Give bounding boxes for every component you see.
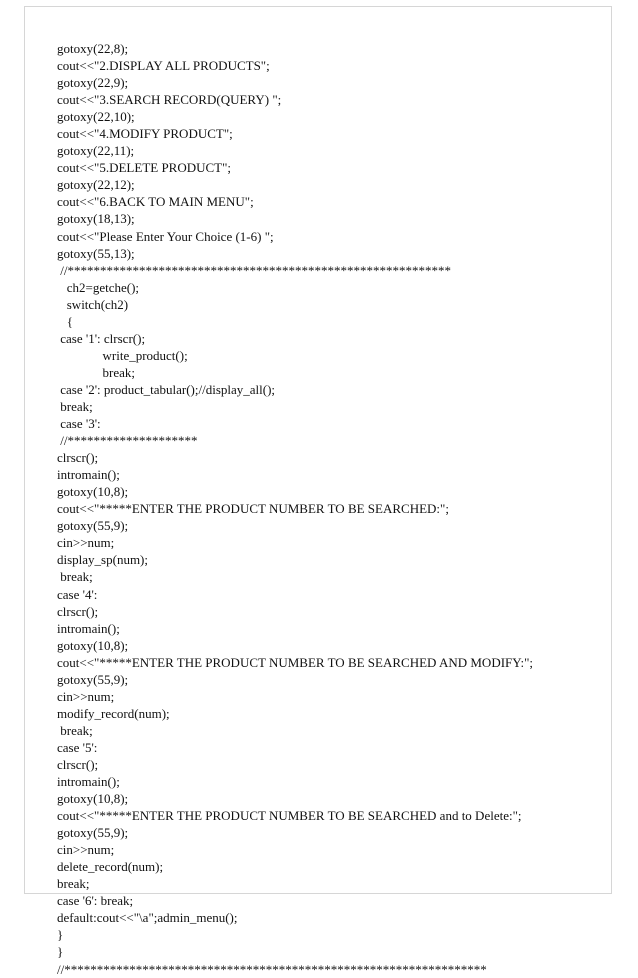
code-line: cout<<"2.DISPLAY ALL PRODUCTS";: [57, 58, 270, 74]
code-line: switch(ch2): [57, 296, 129, 312]
code-line: cout<<"*****ENTER THE PRODUCT NUMBER TO BE SEARCHED AND MODIFY:";: [57, 654, 533, 670]
code-line: case '1': clrscr();: [57, 330, 146, 346]
code-line: gotoxy(22,10);: [57, 109, 135, 125]
code-line: write_product();: [57, 347, 188, 363]
code-line: //********************: [57, 433, 198, 449]
code-line: display_sp(num);: [57, 552, 148, 568]
code-line: gotoxy(22,8);: [57, 41, 129, 56]
code-line: intromain();: [57, 774, 120, 790]
code-line: gotoxy(55,9);: [57, 671, 129, 687]
code-line: cin>>num;: [57, 688, 115, 704]
code-line: break;: [57, 364, 135, 380]
code-line: break;: [57, 398, 93, 414]
code-line: }: [57, 944, 64, 960]
code-listing: [57, 40, 533, 978]
code-line: case '4':: [57, 586, 98, 602]
code-line: default:cout<<"\a";admin_menu();: [57, 910, 238, 926]
code-line: clrscr();: [57, 450, 99, 466]
code-line: intromain();: [57, 467, 120, 483]
code-line: intromain();: [57, 620, 120, 636]
code-line: gotoxy(10,8);: [57, 637, 129, 653]
code-line: break;: [57, 722, 93, 738]
code-line: gotoxy(55,13);: [57, 245, 135, 261]
code-line: gotoxy(55,9);: [57, 518, 129, 534]
code-line: gotoxy(18,13);: [57, 211, 135, 227]
code-line: gotoxy(55,9);: [57, 825, 129, 841]
code-line: cout<<"3.SEARCH RECORD(QUERY) ";: [57, 92, 282, 108]
code-line: break;: [57, 876, 90, 892]
code-line: case '3':: [57, 416, 101, 432]
code-line: gotoxy(22,12);: [57, 177, 135, 193]
code-line: gotoxy(10,8);: [57, 484, 129, 500]
code-line: cout<<"6.BACK TO MAIN MENU";: [57, 194, 254, 210]
code-line: gotoxy(22,9);: [57, 75, 129, 91]
code-line: //***********************************************************: [57, 262, 451, 278]
code-line: }: [57, 927, 64, 943]
code-line: clrscr();: [57, 756, 99, 772]
code-line: cout<<"*****ENTER THE PRODUCT NUMBER TO BE SEARCHED and to Delete:";: [57, 808, 522, 824]
code-line: modify_record(num);: [57, 705, 170, 721]
code-line: ch2=getche();: [57, 279, 140, 295]
code-line: gotoxy(10,8);: [57, 791, 129, 807]
code-line: cout<<"*****ENTER THE PRODUCT NUMBER TO BE SEARCHED:";: [57, 501, 449, 517]
code-line: cin>>num;: [57, 535, 115, 551]
code-line: cout<<"4.MODIFY PRODUCT";: [57, 126, 233, 142]
code-line: clrscr();: [57, 603, 99, 619]
code-line: cin>>num;: [57, 842, 115, 858]
code-line: cout<<"5.DELETE PRODUCT";: [57, 160, 232, 176]
code-line: {: [57, 313, 73, 329]
code-line: case '2': product_tabular();//display_all();: [57, 381, 276, 397]
code-line: case '6': break;: [57, 893, 134, 909]
code-line: //*****************************************************************: [57, 961, 487, 977]
code-line: gotoxy(22,11);: [57, 143, 135, 159]
code-line: break;: [57, 569, 93, 585]
code-line: delete_record(num);: [57, 859, 164, 875]
code-line: cout<<"Please Enter Your Choice (1-6) ";: [57, 228, 274, 244]
code-line: case '5':: [57, 739, 98, 755]
